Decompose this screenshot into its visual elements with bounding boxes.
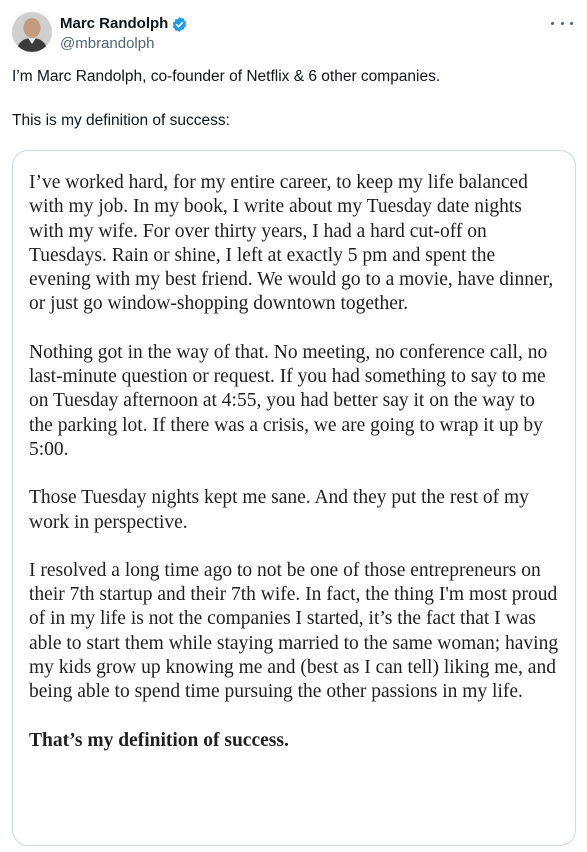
image-essay-text [29, 171, 559, 753]
more-options-button[interactable] [551, 14, 573, 32]
essay-paragraph: Nothing got in the way of that. No meeting, no conference call, no last-minute question or request. If you had something to say to me on Tuesday afternoon at 4:55, you had better say it on the way to the parking lot. If there was a crisis, we are going to wrap it up by 5:00. [29, 341, 548, 460]
tweet-text-line: This is my definition of success: [12, 112, 230, 129]
tweet-text [12, 66, 572, 132]
author-name[interactable]: Marc Randolph [60, 15, 169, 32]
essay-paragraph: I resolved a long time ago to not be one of those entrepreneurs on their 7th startup and their 7th wife. In fact, the thing I'm most proud of in my life is not the companies I started, it’s the fact that I was able to start them while staying married to the same woman; having my kids grow up knowing me and (best as I can tell) liking me, and being able to spend time pursuing the other passions in my life. [29, 559, 559, 703]
verified-badge-icon [171, 16, 188, 33]
tweet-image-card[interactable] [12, 150, 576, 846]
author-name-row [60, 14, 188, 34]
more-dot-icon [570, 22, 573, 25]
avatar[interactable] [12, 12, 52, 52]
author-handle[interactable]: @mbrandolph [60, 35, 155, 52]
tweet-header [12, 12, 575, 56]
tweet-text-line: I’m Marc Randolph, co-founder of Netflix & 6 other companies. [12, 68, 441, 85]
more-dot-icon [551, 22, 554, 25]
essay-paragraph: Those Tuesday nights kept me sane. And they put the rest of my work in perspective. [29, 487, 529, 533]
more-dot-icon [561, 22, 564, 25]
essay-closing-line: That’s my definition of success. [29, 729, 289, 751]
profile-photo-icon [12, 12, 52, 52]
essay-paragraph: I’ve worked hard, for my entire career, to keep my life balanced with my job. In my book, I write about my Tuesday date nights with my wife. For over thirty years, I had a hard cut-off on Tuesdays. Rain or shine, I left at exactly 5 pm and spent the evening with my best friend. We would go to a movie, have dinner, or just go window-shopping downtown together. [29, 172, 554, 315]
